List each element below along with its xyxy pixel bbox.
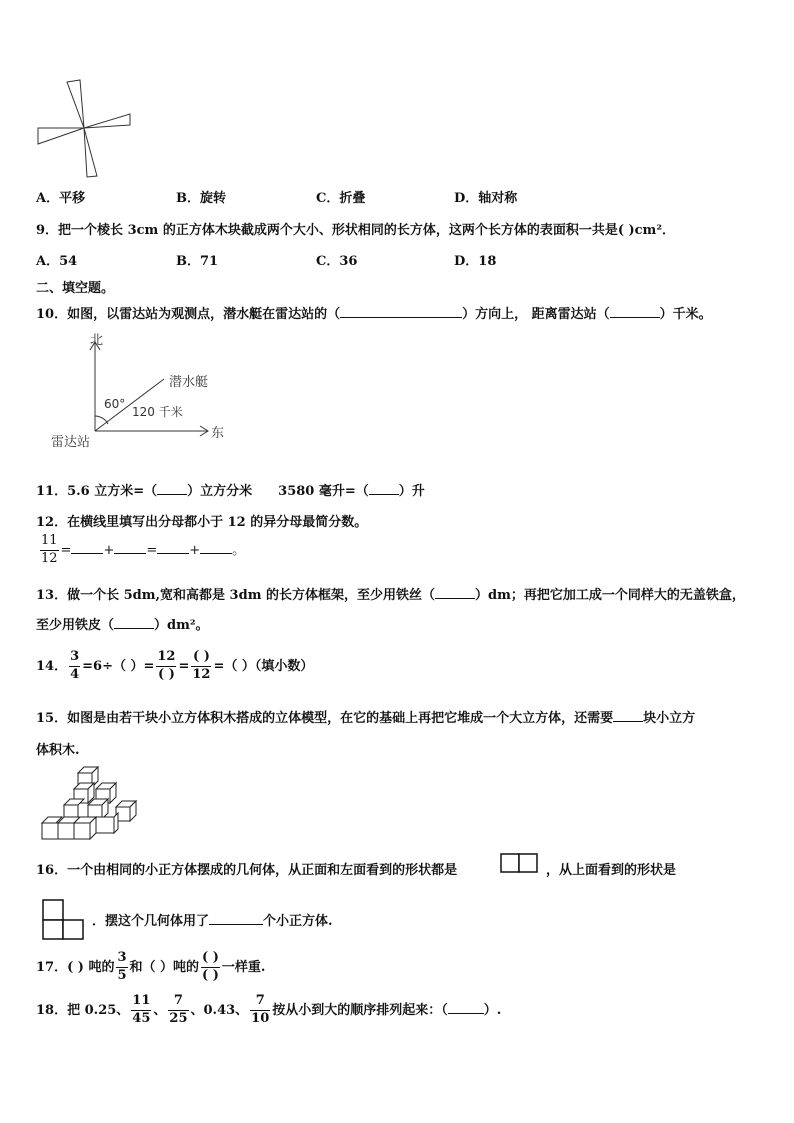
top-view-shape <box>42 899 86 941</box>
q9-option-b: B．71 <box>176 254 219 269</box>
q11-blank-2[interactable] <box>369 494 399 495</box>
q14-fraction-1: $\frac{3}{4}$ <box>70 649 80 682</box>
q18-number: 18． <box>36 1002 68 1018</box>
q14-fraction-2[interactable]: $\frac{12}{( )}$ <box>157 649 176 682</box>
q9-option-d: D．18 <box>454 254 497 269</box>
q15-line-1: 15．如图是由若干块小立方体积木搭成的立体模型，在它的基础上再把它堆成一个大立方体，还需要 块小立方 <box>36 711 696 726</box>
q12-number: 12． <box>36 515 68 530</box>
q10-blank-direction[interactable] <box>340 317 462 318</box>
q9-text: 把一个棱长 3cm 的正方体木块截成两个大小、形状相同的长方体，这两个长方体的表面积一共是( )cm²． <box>58 223 676 238</box>
q16-line-1: 16．一个由相同的小正方体摆成的几何体，从正面和左面看到的形状都是 <box>36 863 458 878</box>
submarine-label: 潜水艇 <box>169 375 209 390</box>
q8-option-d: D．轴对称 <box>454 191 518 206</box>
q8-option-a: A．平移 <box>36 191 86 206</box>
q13-line-1: 13．做一个长 5dm,宽和高都是 3dm 的长方体框架，至少用铁丝（ ）dm；再把它加工成一个同样大的无盖铁盒， <box>36 588 745 603</box>
q10-text-c: ）千米。 <box>659 307 712 322</box>
q11-number: 11． <box>36 484 68 499</box>
q9-option-c: C．36 <box>316 254 358 269</box>
q16-line-1-end: ，从上面看到的形状是 <box>546 863 677 878</box>
pinwheel-figure <box>34 76 140 180</box>
angle-label: 60° <box>104 397 126 411</box>
q14-fraction-3[interactable]: $\frac{( )}{12}$ <box>192 649 211 682</box>
q15-number: 15． <box>36 711 68 726</box>
section-title: 二、填空题。 <box>36 281 115 296</box>
q8-option-c: C．折叠 <box>316 191 366 206</box>
radar-diagram <box>46 330 236 454</box>
q13-blank-wire[interactable] <box>435 598 475 599</box>
q14-question: 14． $\frac{3}{4}$ =6÷（ ）= $\frac{12}{( )}$ = $\frac{( )}{12}$ =（ ）（填小数） <box>36 649 314 682</box>
east-label: 东 <box>211 426 225 441</box>
q9-number: 9． <box>36 223 59 238</box>
q17-number: 17． <box>36 959 68 975</box>
q12-blank-3[interactable] <box>157 553 189 554</box>
q11-text-a: 5.6 立方米=（ <box>67 484 158 499</box>
q16-blank[interactable] <box>209 924 263 925</box>
q14-number: 14． <box>36 658 68 674</box>
q12-question <box>36 511 367 530</box>
q10-blank-distance[interactable] <box>610 317 660 318</box>
q11-blank-1[interactable] <box>157 494 187 495</box>
q9-option-a: A．54 <box>36 254 78 269</box>
q9-options <box>36 250 736 268</box>
q18-question: 18．把 0.25、 $\frac{11}{45}$ 、 $\frac{7}{25}$ 、0.43、 $\frac{7}{10}$ 按从小到大的顺序排列起来：（ ）. <box>36 993 502 1026</box>
q17-question: 17．( ) 吨的 $\frac{3}{5}$ 和（ ）吨的 $\frac{( )}{( )}$ 一样重. <box>36 950 266 983</box>
q10-text-a: 如图，以雷达站为观测点，潜水艇在雷达站的（ <box>67 307 341 322</box>
cube-stack-figure <box>38 765 142 845</box>
q13-line-2: 至少用铁皮（ ）dm²。 <box>36 618 209 633</box>
q15-blank[interactable] <box>613 721 643 722</box>
q17-fraction-1: $\frac{3}{5}$ <box>117 950 127 983</box>
q13-blank-sheet[interactable] <box>114 628 154 629</box>
q10-text-b: ）方向上， 距离雷达站（ <box>462 307 610 322</box>
q12-blank-1[interactable] <box>71 553 103 554</box>
q10-number: 10． <box>36 307 68 322</box>
q8-options <box>36 187 736 205</box>
q12-blank-4[interactable] <box>200 553 232 554</box>
station-label: 雷达站 <box>51 435 91 450</box>
q15-line-2: 体积木. <box>36 743 80 758</box>
q11-text-d: ）升 <box>398 484 425 499</box>
q12-blank-2[interactable] <box>114 553 146 554</box>
q16-line-2: ．摆这个几何体用了 个小正方体. <box>92 914 333 929</box>
q17-fraction-2[interactable]: $\frac{( )}{( )}$ <box>202 950 219 983</box>
q12-equation: $\frac{11}{12}$ = + = + 。 <box>41 533 246 566</box>
q11-text-c: 3580 毫升=（ <box>278 484 369 499</box>
front-left-view-shape <box>500 853 540 875</box>
q12-fraction: $\frac{11}{12}$ <box>41 533 58 566</box>
q10-question <box>36 303 712 322</box>
q12-text: 在横线里填写出分母都小于 12 的异分母最简分数。 <box>67 515 368 530</box>
q18-fraction-2: $\frac{7}{25}$ <box>169 993 188 1026</box>
q11-text-b: ）立方分米 <box>187 484 253 499</box>
q18-fraction-3: $\frac{7}{10}$ <box>251 993 270 1026</box>
q11-question <box>36 480 425 499</box>
q18-fraction-1: $\frac{11}{45}$ <box>132 993 151 1026</box>
q13-number: 13． <box>36 588 68 603</box>
q16-number: 16． <box>36 863 68 878</box>
distance-label: 120 千米 <box>132 405 183 419</box>
q9-question <box>36 219 675 238</box>
north-label: 北 <box>90 333 104 348</box>
q8-option-b: B．旋转 <box>176 191 226 206</box>
q18-blank[interactable] <box>448 1013 484 1014</box>
